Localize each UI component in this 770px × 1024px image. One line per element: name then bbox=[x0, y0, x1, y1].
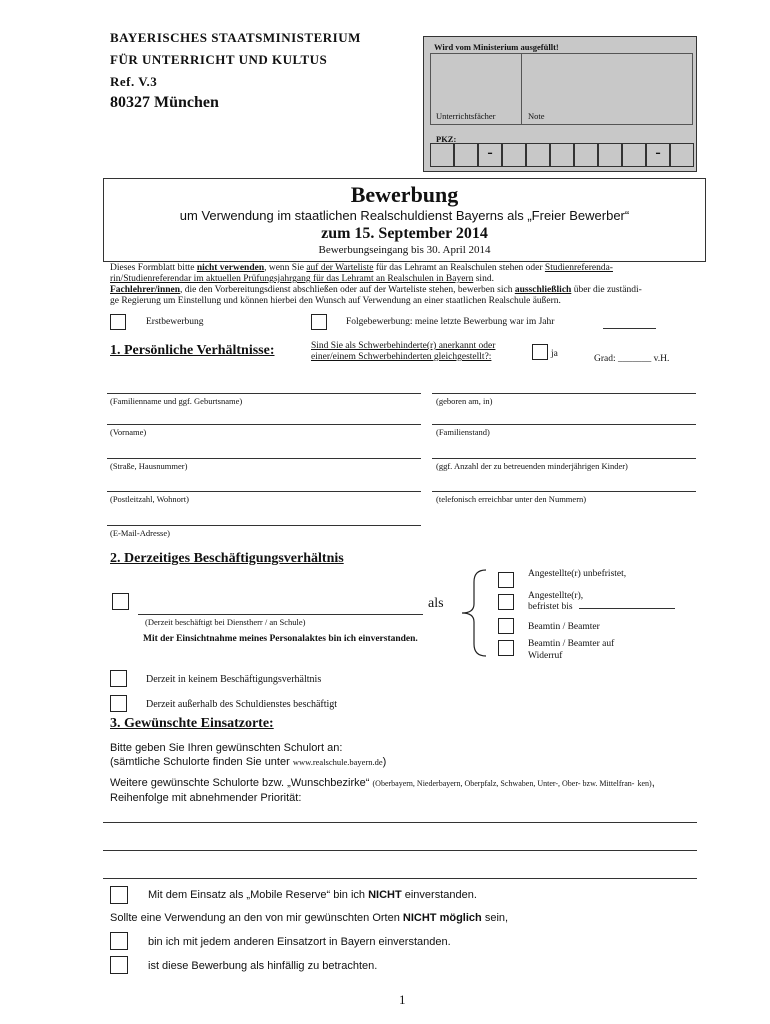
name-field[interactable] bbox=[107, 393, 421, 394]
employee-temporary-checkbox[interactable] bbox=[498, 594, 514, 610]
first-name-label: (Vorname) bbox=[110, 427, 147, 437]
email-field[interactable] bbox=[107, 525, 421, 526]
document-subtitle: um Verwendung im staatlichen Realschuldienst Bayerns als „Freier Bewerber“ bbox=[179, 208, 630, 223]
title-box bbox=[103, 178, 706, 262]
pkz-fields[interactable] bbox=[430, 143, 694, 167]
not-employed-checkbox[interactable] bbox=[110, 670, 127, 687]
follow-application-checkbox[interactable] bbox=[311, 314, 327, 330]
marital-field[interactable] bbox=[432, 424, 696, 425]
pkz-dash-2: - bbox=[646, 143, 670, 167]
zip-label: (Postleitzahl, Wohnort) bbox=[110, 494, 189, 504]
official-box-title: Wird vom Ministerium ausgefüllt! bbox=[434, 42, 559, 52]
marital-label: (Familienstand) bbox=[436, 427, 490, 437]
civil-servant-revocable-checkbox[interactable] bbox=[498, 640, 514, 656]
pkz-label: PKZ: bbox=[436, 134, 457, 144]
employer-field[interactable] bbox=[138, 614, 423, 615]
children-field[interactable] bbox=[432, 458, 696, 459]
section3-heading: 3. Gewünschte Einsatzorte: bbox=[110, 716, 274, 731]
street-field[interactable] bbox=[107, 458, 421, 459]
als-label: als bbox=[428, 596, 444, 611]
email-label: (E-Mail-Adresse) bbox=[110, 528, 170, 538]
disabled-question: Sind Sie als Schwerbehinderte(r) anerkannt oder einer/einem Schwerbehinderten gleichgestellt?: bbox=[311, 341, 496, 362]
name-label: (Familienname und ggf. Geburtsname) bbox=[110, 396, 243, 406]
zip-field[interactable] bbox=[107, 491, 421, 492]
civil-servant-checkbox[interactable] bbox=[498, 618, 514, 634]
subjects-label: Unterrichtsfächer bbox=[436, 111, 496, 121]
void-application-checkbox[interactable] bbox=[110, 956, 128, 974]
employee-permanent-checkbox[interactable] bbox=[498, 572, 514, 588]
application-deadline: Bewerbungseingang bis 30. April 2014 bbox=[318, 244, 491, 256]
any-location-checkbox[interactable] bbox=[110, 932, 128, 950]
section1-heading: 1. Persönliche Verhältnisse: bbox=[110, 343, 275, 358]
official-use-box bbox=[423, 36, 697, 172]
location-line-2[interactable] bbox=[103, 850, 697, 851]
last-application-year-field[interactable] bbox=[603, 328, 656, 329]
preferred-location-text: Bitte geben Sie Ihren gewünschten Schulort an: (sämtliche Schulorte finden Sie unter www.realschule.bayern.de) bbox=[110, 742, 387, 768]
not-possible-text: Sollte eine Verwendung an den von mir gewünschten Orten NICHT möglich sein, bbox=[110, 912, 509, 924]
temporary-until-field[interactable] bbox=[579, 608, 675, 609]
grade-label: Note bbox=[528, 111, 545, 121]
follow-application-label: Folgebewerbung: meine letzte Bewerbung war im Jahr bbox=[346, 317, 555, 327]
civil-servant-revocable-label: Beamtin / Beamter auf Widerruf bbox=[528, 639, 615, 661]
outside-school-label: Derzeit außerhalb des Schuldienstes beschäftigt bbox=[146, 699, 338, 710]
any-location-label: bin ich mit jedem anderen Einsatzort in Bayern einverstanden. bbox=[148, 936, 451, 948]
page-number: 1 bbox=[399, 992, 406, 1007]
brace-icon bbox=[456, 568, 490, 658]
further-locations-text: Weitere gewünschte Schulorte bzw. „Wunschbezirke“ (Oberbayern, Niederbayern, Oberpfalz, Schwaben, Unter-, Ober- bzw. Mittelfran- ken), Reihenfolge mit abnehmender Priorität: bbox=[110, 777, 655, 804]
not-employed-label: Derzeit in keinem Beschäftigungsverhältnis bbox=[146, 674, 322, 685]
section2-heading: 2. Derzeitiges Beschäftigungsverhältnis bbox=[110, 551, 344, 566]
mobile-reserve-label: Mit dem Einsatz als „Mobile Reserve“ bin ich NICHT einverstanden. bbox=[148, 889, 477, 901]
phone-label: (telefonisch erreichbar unter den Nummern) bbox=[436, 494, 587, 504]
consent-text: Mit der Einsichtnahme meines Personalaktes bin ich einverstanden. bbox=[143, 634, 418, 644]
phone-field[interactable] bbox=[432, 491, 696, 492]
disabled-yes-checkbox[interactable] bbox=[532, 344, 548, 360]
document-title: Bewerbung bbox=[350, 182, 459, 207]
birth-field[interactable] bbox=[432, 393, 696, 394]
void-application-label: ist diese Bewerbung als hinfällig zu betrachten. bbox=[148, 960, 378, 972]
civil-servant-label: Beamtin / Beamter bbox=[528, 622, 600, 632]
disabled-yes-label: ja bbox=[551, 349, 558, 359]
grade-cell[interactable] bbox=[521, 53, 693, 125]
birth-label: (geboren am, in) bbox=[436, 396, 493, 406]
outside-school-checkbox[interactable] bbox=[110, 695, 127, 712]
street-label: (Straße, Hausnummer) bbox=[110, 461, 188, 471]
first-name-field[interactable] bbox=[107, 424, 421, 425]
ministry-name-line1: BAYERISCHES STAATSMINISTERIUM bbox=[110, 30, 361, 45]
ministry-ref: Ref. V.3 bbox=[110, 74, 158, 89]
ministry-city: 80327 München bbox=[110, 94, 219, 111]
location-line-3[interactable] bbox=[103, 878, 697, 879]
first-application-checkbox[interactable] bbox=[110, 314, 126, 330]
ministry-name-line2: FÜR UNTERRICHT UND KULTUS bbox=[110, 52, 328, 67]
employed-checkbox[interactable] bbox=[112, 593, 129, 610]
intro-text: Dieses Formblatt bitte nicht verwenden, wenn Sie auf der Warteliste für das Lehramt an Realschulen stehen oder Studienreferenda- rin/Studienreferendar im aktuellen Prüfungsjahrgang für das Lehramt an Realschulen in Bayern sind. Fachlehrer/innen, die den Vorbereitungsdienst abschließen oder auf der Warteliste stehen, bewerben sich ausschließlich über die zuständi- ge Regierung um Einstellung und können hierbei den Wunsch auf Verwendung an einer staatlichen Realschule äußern. bbox=[110, 263, 642, 306]
employee-temporary-label: Angestellte(r), befristet bis bbox=[528, 591, 584, 612]
children-label: (ggf. Anzahl der zu betreuenden minderjährigen Kinder) bbox=[436, 461, 628, 471]
disability-grade-label: Grad: _______ v.H. bbox=[594, 354, 670, 364]
employer-label: (Derzeit beschäftigt bei Dienstherr / an Schule) bbox=[145, 617, 306, 627]
first-application-label: Erstbewerbung bbox=[146, 317, 204, 327]
location-line-1[interactable] bbox=[103, 822, 697, 823]
pkz-dash-1: - bbox=[478, 143, 502, 167]
application-date: zum 15. September 2014 bbox=[321, 225, 488, 242]
mobile-reserve-checkbox[interactable] bbox=[110, 886, 128, 904]
employee-permanent-label: Angestellte(r) unbefristet, bbox=[528, 569, 627, 579]
